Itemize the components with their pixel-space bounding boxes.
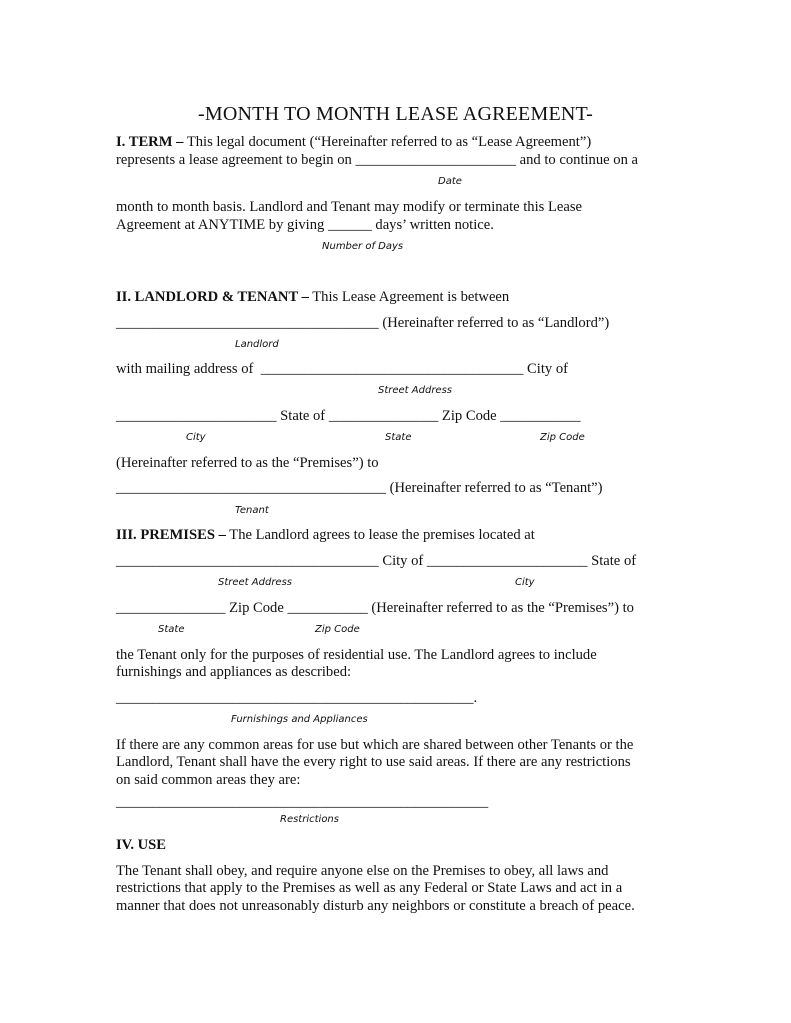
use-text-1: The Tenant shall obey, and require anyone else on the Premises to obey, all laws and: [116, 863, 609, 879]
premises-line-1: [116, 528, 535, 543]
landlord-tenant-text-4: ______________________ State of _______________ Zip Code ___________: [116, 408, 581, 424]
landlord-tenant-text-5: (Hereinafter referred to as the “Premises”) to: [116, 455, 379, 471]
caption-premises-state: State: [158, 624, 185, 635]
landlord-tenant-heading: II. LANDLORD & TENANT –: [116, 289, 309, 305]
premises-text-1: The Landlord agrees to lease the premises located at: [225, 527, 535, 543]
caption-restrictions: Restrictions: [280, 814, 339, 825]
premises-text-2: ____________________________________ City of ______________________ State of: [116, 553, 637, 569]
term-text-4: Agreement at ANYTIME by giving ______ days’ written notice.: [116, 217, 494, 233]
caption-landlord: Landlord: [235, 339, 279, 350]
caption-state: State: [385, 432, 412, 443]
premises-text-4: the Tenant only for the purposes of residential use. The Landlord agrees to include: [116, 647, 597, 663]
use-text-2: restrictions that apply to the Premises as well as any Federal or State Laws and act in a: [116, 880, 623, 896]
term-text-1: This legal document (“Hereinafter referred to as “Lease Agreement”): [183, 134, 592, 150]
landlord-tenant-text-2: ____________________________________ (Hereinafter referred to as “Landlord”): [116, 315, 610, 331]
landlord-tenant-text-1: This Lease Agreement is between: [308, 289, 510, 305]
document-title: -MONTH TO MONTH LEASE AGREEMENT-: [198, 103, 593, 125]
caption-city: City: [186, 432, 206, 443]
caption-zip-code: Zip Code: [540, 432, 585, 443]
caption-premises-zip-code: Zip Code: [315, 624, 360, 635]
premises-text-3: _______________ Zip Code ___________ (Hereinafter referred to as the “Premises”) to: [116, 600, 634, 616]
caption-premises-city: City: [515, 577, 535, 588]
term-heading: I. TERM –: [116, 134, 184, 150]
caption-street-address: Street Address: [378, 385, 453, 396]
premises-text-5: furnishings and appliances as described:: [116, 664, 352, 680]
use-heading: IV. USE: [116, 837, 167, 853]
caption-premises-street-address: Street Address: [218, 577, 293, 588]
premises-heading: III. PREMISES –: [116, 527, 226, 543]
premises-text-7: If there are any common areas for use but which are shared between other Tenants or the: [116, 737, 634, 753]
term-section-line-1: [116, 135, 591, 150]
caption-tenant: Tenant: [235, 505, 269, 516]
landlord-tenant-text-6: _____________________________________ (Hereinafter referred to as “Tenant”): [116, 480, 603, 496]
premises-text-8: Landlord, Tenant shall have the every right to use said areas. If there are any restrictions: [116, 754, 631, 770]
use-text-3: manner that does not unreasonably disturb any neighbors or constitute a breach of peace.: [116, 898, 635, 914]
caption-date: Date: [438, 176, 462, 187]
landlord-tenant-line-1: [116, 290, 509, 305]
landlord-tenant-text-3: with mailing address of ____________________________________ City of: [116, 361, 568, 377]
premises-text-9: on said common areas they are:: [116, 772, 301, 788]
caption-number-of-days: Number of Days: [322, 241, 404, 252]
caption-furnishings-and-appliances: Furnishings and Appliances: [231, 714, 368, 725]
premises-text-6: _________________________________________________.: [116, 690, 478, 706]
term-text-2: represents a lease agreement to begin on ______________________ and to continue on a: [116, 152, 638, 168]
term-text-3: month to month basis. Landlord and Tenant may modify or terminate this Lease: [116, 199, 583, 215]
premises-text-10: ___________________________________________________: [116, 794, 489, 810]
